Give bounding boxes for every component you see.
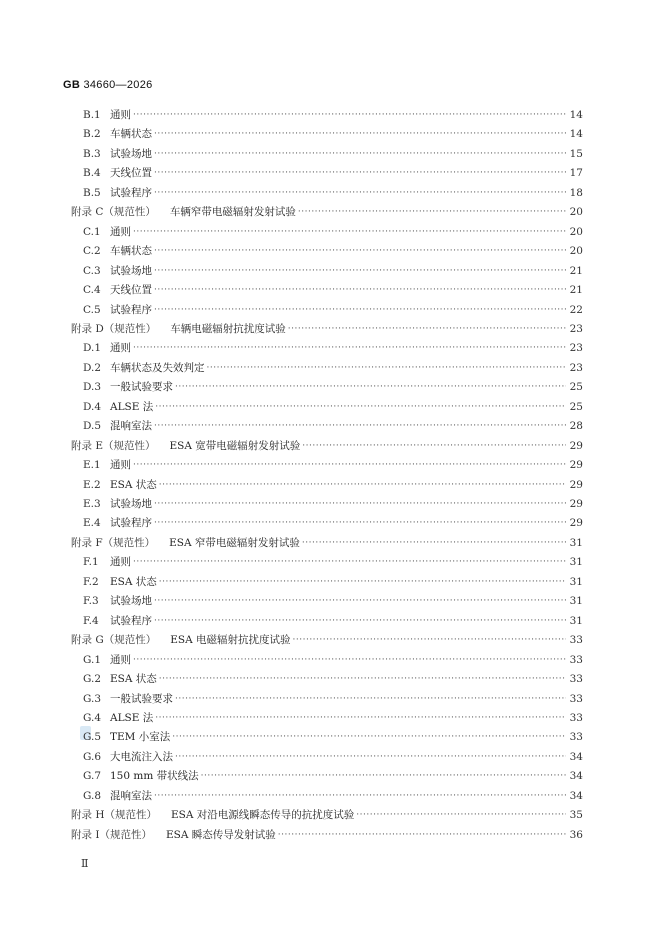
toc-entry-page: 31 [569,556,583,569]
toc-entry-number: F.1 [83,556,99,569]
toc-entry-number: F.3 [83,595,99,608]
toc-entry-number: C.4 [83,284,101,297]
toc-leader-dots [155,398,566,417]
toc-appendix-entry[interactable] [71,437,583,456]
toc-entry-title: ESA 窄带电磁辐射发射试验 [169,536,300,549]
toc-leader-dots [298,203,566,222]
toc-entry-page: 17 [569,167,583,180]
toc-entry-page: 34 [569,789,583,802]
toc-entry-title: 车辆状态 [110,245,152,258]
toc-entry-title: 混响室法 [110,789,152,802]
toc-entry-page: 23 [569,342,583,355]
toc-leader-dots [159,476,566,495]
toc-section-entry[interactable] [83,378,583,397]
toc-leader-dots [302,437,566,456]
toc-section-entry[interactable] [83,573,583,592]
toc-entry-page: 35 [569,809,583,822]
toc-entry-title: 天线位置 [110,167,152,180]
toc-appendix-entry[interactable] [71,320,583,339]
toc-appendix-entry[interactable] [71,806,583,825]
standard-header [63,79,153,91]
toc-entry-page: 21 [569,284,583,297]
toc-entry-number: G.6 [83,750,102,763]
toc-entry-title: ALSE 法 [110,400,154,413]
toc-entry-title: 通则 [110,459,131,472]
toc-leader-dots [133,456,566,475]
toc-entry-title: ESA 对沿电源线瞬态传导的抗扰度试验 [171,809,355,822]
toc-entry-title: 通则 [110,653,131,666]
toc-section-entry[interactable] [83,417,583,436]
toc-section-entry[interactable] [83,281,583,300]
toc-entry-title: 通则 [110,556,131,569]
toc-entry-title: ESA 状态 [110,478,157,491]
toc-entry-title: 150 mm 带状线法 [110,770,199,783]
toc-section-entry[interactable] [83,145,583,164]
toc-entry-page: 29 [569,498,583,510]
toc-entry-number: B.1 [83,109,101,121]
toc-entry-title: 大电流注入法 [110,750,173,763]
toc-appendix-entry[interactable] [71,631,583,650]
toc-section-entry[interactable] [83,125,583,144]
toc-entry-title: 车辆状态 [110,128,152,141]
toc-section-entry[interactable] [83,106,583,125]
toc-entry-number: G.2 [83,673,102,686]
toc-entry-number: G.8 [83,789,102,802]
toc-leader-dots [293,631,566,650]
toc-section-entry[interactable] [83,223,583,242]
toc-entry-title: 通则 [110,225,131,238]
toc-entry-title: 通则 [110,342,131,355]
toc-entry-number: B.2 [83,128,101,141]
toc-leader-dots [278,826,566,845]
toc-entry-page: 33 [569,653,583,666]
toc-section-entry[interactable] [83,184,583,203]
toc-leader-dots [133,553,566,572]
toc-entry-page: 23 [569,322,583,335]
toc-entry-number: 附录 I（规范性） [71,828,152,841]
toc-entry-page: 31 [569,614,583,627]
toc-section-entry[interactable] [83,359,583,378]
toc-leader-dots [175,378,566,397]
toc-entry-title: 试验场地 [110,595,152,608]
toc-leader-dots [154,787,566,806]
toc-leader-dots [154,164,566,183]
toc-leader-dots [154,125,566,144]
toc-entry-page: 29 [569,459,583,472]
toc-entry-page: 34 [569,770,583,783]
toc-entry-page: 22 [569,303,583,316]
toc-leader-dots [133,223,566,242]
toc-leader-dots [175,748,566,767]
toc-leader-dots [356,806,566,825]
toc-leader-dots [201,767,566,786]
toc-leader-dots [154,262,566,281]
toc-appendix-entry[interactable] [71,203,583,222]
toc-entry-title: 试验程序 [110,303,152,316]
toc-entry-number: C.2 [83,245,101,258]
toc-entry-number: D.2 [83,361,102,374]
toc-leader-dots [154,495,566,514]
toc-entry-page: 33 [569,634,583,647]
toc-leader-dots [159,573,566,592]
toc-entry-page: 28 [569,420,583,433]
toc-entry-number: 附录 H（规范性） [71,809,157,822]
toc-leader-dots [154,514,566,533]
toc-entry-number: F.4 [83,614,99,627]
toc-entry-number: D.5 [83,420,102,433]
toc-appendix-entry[interactable] [71,826,583,845]
toc-entry-title: 一般试验要求 [110,381,173,394]
toc-entry-title: ESA 瞬态传导发射试验 [166,828,276,841]
toc-entry-page: 33 [569,673,583,686]
toc-entry-number: G.5 [83,731,102,744]
toc-leader-dots [154,301,566,320]
toc-entry-title: ALSE 法 [110,711,154,724]
toc-entry-title: 车辆电磁辐射抗扰度试验 [170,322,286,335]
toc-leader-dots [154,592,566,611]
toc-leader-dots [207,359,567,378]
toc-leader-dots [154,242,566,261]
toc-entry-number: E.1 [83,459,101,472]
toc-entry-page: 25 [569,381,583,394]
toc-leader-dots [302,534,566,553]
toc-leader-dots [133,106,566,125]
toc-entry-number: G.3 [83,692,102,705]
toc-entry-title: 试验场地 [110,498,152,510]
toc-appendix-entry[interactable] [71,534,583,553]
toc-entry-number: B.4 [83,167,101,180]
toc-entry-number: G.1 [83,653,102,666]
toc-section-entry[interactable] [83,592,583,611]
toc-entry-number: 附录 F（规范性） [71,536,156,549]
page-number-footer: Ⅱ [81,857,89,870]
toc-entry-page: 20 [569,225,583,238]
toc-entry-number: B.3 [83,147,101,160]
toc-leader-dots [288,320,566,339]
toc-entry-page: 20 [569,206,583,219]
toc-section-entry[interactable] [83,476,583,495]
toc-entry-title: 天线位置 [110,284,152,297]
toc-entry-title: ESA 电磁辐射抗扰度试验 [170,634,291,647]
toc-entry-number: D.1 [83,342,102,355]
toc-leader-dots [155,709,566,728]
toc-leader-dots [154,184,566,203]
toc-entry-page: 14 [569,109,583,121]
toc-section-entry[interactable] [83,690,583,709]
toc-section-entry[interactable] [83,262,583,281]
toc-entry-page: 29 [569,439,583,452]
toc-entry-title: 一般试验要求 [110,692,173,705]
toc-section-entry[interactable] [83,612,583,631]
toc-entry-number: 附录 D（规范性） [71,322,157,335]
toc-entry-page: 29 [569,517,583,530]
toc-section-entry[interactable] [83,242,583,261]
toc-entry-title: ESA 状态 [110,673,157,686]
toc-entry-number: B.5 [83,186,101,199]
toc-entry-number: E.4 [83,517,101,530]
toc-entry-page: 31 [569,595,583,608]
toc-section-entry[interactable] [83,787,583,806]
standard-number: 34660—2026 [83,79,153,91]
toc-leader-dots [172,728,566,747]
toc-section-entry[interactable] [83,301,583,320]
toc-entry-page: 20 [569,245,583,258]
toc-leader-dots [154,145,566,164]
toc-entry-number: 附录 E（规范性） [71,439,156,452]
toc-entry-number: E.2 [83,478,101,491]
toc-entry-title: TEM 小室法 [110,731,171,744]
toc-leader-dots [133,651,566,670]
toc-entry-title: 试验场地 [110,264,152,277]
toc-section-entry[interactable] [83,709,583,728]
toc-entry-page: 23 [569,361,583,374]
toc-section-entry[interactable] [83,651,583,670]
toc-section-entry[interactable] [83,553,583,572]
toc-section-entry[interactable] [83,495,583,514]
toc-entry-title: 试验程序 [110,186,152,199]
toc-entry-title: ESA 状态 [110,575,157,588]
toc-entry-title: 试验场地 [110,147,152,160]
toc-entry-page: 33 [569,711,583,724]
toc-entry-number: D.4 [83,400,102,413]
toc-entry-number: 附录 C（规范性） [71,206,156,219]
toc-entry-number: F.2 [83,575,99,588]
toc-leader-dots [154,417,566,436]
toc-entry-title: 混响室法 [110,420,152,433]
toc-entry-number: E.3 [83,498,101,510]
toc-entry-title: 试验程序 [110,517,152,530]
toc-section-entry[interactable] [83,456,583,475]
toc-entry-number: G.7 [83,770,102,783]
toc-entry-number: C.3 [83,264,101,277]
toc-entry-page: 21 [569,264,583,277]
toc-leader-dots [175,690,566,709]
toc-entry-page: 25 [569,400,583,413]
toc-leader-dots [154,281,566,300]
toc-entry-page: 31 [569,575,583,588]
toc-entry-number: D.3 [83,381,102,394]
toc-entry-title: 通则 [110,109,131,121]
toc-entry-page: 33 [569,731,583,744]
toc-entry-page: 14 [569,128,583,141]
toc-entry-page: 34 [569,750,583,763]
toc-section-entry[interactable] [83,339,583,358]
toc-entry-number: 附录 G（规范性） [71,634,157,647]
toc-entry-page: 29 [569,478,583,491]
toc-section-entry[interactable] [83,164,583,183]
toc-entry-number: C.1 [83,225,101,238]
toc-entry-page: 33 [569,692,583,705]
toc-entry-title: ESA 宽带电磁辐射发射试验 [169,439,301,452]
toc-entry-title: 试验程序 [110,614,152,627]
standard-prefix: GB [63,79,81,91]
toc-section-entry[interactable] [83,670,583,689]
toc-entry-page: 18 [569,186,583,199]
toc-entry-page: 31 [569,536,583,549]
toc-entry-number: C.5 [83,303,101,316]
toc-leader-dots [159,670,566,689]
toc-entry-title: 车辆状态及失效判定 [110,361,205,374]
toc-section-entry[interactable] [83,398,583,417]
toc-leader-dots [154,612,566,631]
toc-section-entry[interactable] [83,514,583,533]
toc-leader-dots [133,339,566,358]
toc-section-entry[interactable] [83,767,583,786]
toc-entry-title: 车辆窄带电磁辐射发射试验 [169,206,296,219]
toc-entry-number: G.4 [83,711,102,724]
toc-section-entry[interactable] [83,748,583,767]
toc-entry-page: 36 [569,828,583,841]
toc-entry-page: 15 [569,147,583,160]
toc-section-entry[interactable] [83,728,583,747]
